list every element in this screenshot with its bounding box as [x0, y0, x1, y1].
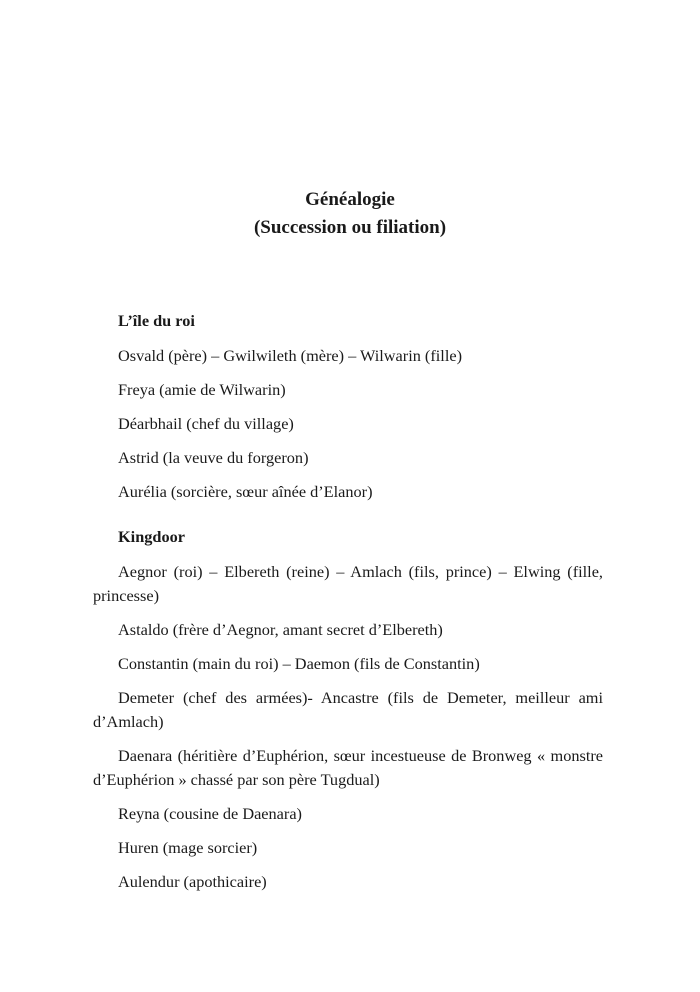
entry: Aulendur (apothicaire): [118, 872, 267, 891]
entry: Huren (mage sorcier): [118, 838, 258, 857]
entry: Demeter (chef des armées)- Ancastre (fils de Demeter, meilleur ami d’Amlach): [93, 688, 603, 731]
entry: Déarbhail (chef du village): [118, 414, 294, 433]
genealogy-content: [93, 310, 603, 904]
entry: Astaldo (frère d’Aegnor, amant secret d’Elbereth): [118, 620, 443, 639]
entry: Reyna (cousine de Daenara): [118, 804, 302, 823]
entry: Aegnor (roi) – Elbereth (reine) – Amlach (fils, prince) – Elwing (fille, princesse): [93, 562, 603, 605]
entry: Osvald (père) – Gwilwileth (mère) – Wilwarin (fille): [118, 346, 462, 365]
entry: Daenara (héritière d’Euphérion, sœur incestueuse de Bronweg « monstre d’Euphérion » chassé par son père Tugdual): [93, 746, 603, 789]
page-subtitle: (Succession ou filiation): [253, 217, 447, 238]
title-block: [0, 186, 700, 242]
section-heading-ile-du-roi: L’île du roi: [118, 311, 195, 330]
entry: Astrid (la veuve du forgeron): [118, 448, 309, 467]
section-heading-kingdoor: Kingdoor: [118, 527, 185, 546]
entry: Freya (amie de Wilwarin): [118, 380, 286, 399]
page-title: Généalogie: [305, 189, 395, 210]
entry: Aurélia (sorcière, sœur aînée d’Elanor): [118, 482, 373, 501]
entry: Constantin (main du roi) – Daemon (fils de Constantin): [118, 654, 480, 673]
